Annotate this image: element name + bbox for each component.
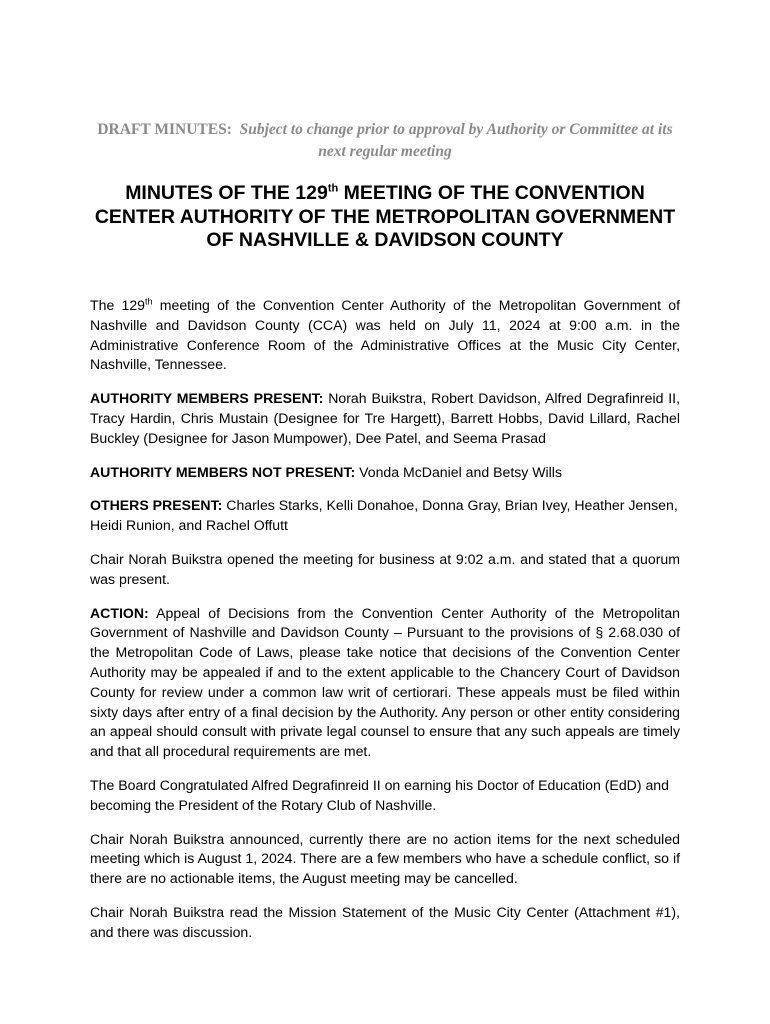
members-not-present-label: AUTHORITY MEMBERS NOT PRESENT: (90, 463, 356, 480)
intro-post: meeting of the Convention Center Authority of the Metropolitan Government of Nashville and Davidson County (CCA) was held on July 11, 2024 at 9:00 a.m. in the Administrative Conference Room of the Administrative Offices at the Music City Center, Nashville, Tennessee. (90, 297, 680, 373)
others-present-label: OTHERS PRESENT: (90, 497, 223, 514)
title-sup: th (327, 182, 339, 195)
document-title (90, 182, 680, 253)
opening-paragraph: Chair Norah Buikstra opened the meeting for business at 9:02 a.m. and stated that a quorum was present. (90, 550, 680, 587)
action-label: ACTION: (90, 604, 149, 621)
title-post: MEETING OF THE CONVENTION CENTER AUTHORITY OF THE METROPOLITAN GOVERNMENT OF NASHVILLE & DAVIDSON COUNTY (94, 182, 676, 251)
intro-paragraph (90, 296, 680, 375)
members-not-present-text: Vonda McDaniel and Betsy Wills (355, 463, 562, 480)
others-present-paragraph (90, 496, 680, 536)
minutes-body (90, 296, 680, 957)
announcement-paragraph: Chair Norah Buikstra announced, currently there are no action items for the next scheduled meeting which is August 1, 2024. There are a few members who have a schedule conflict, so if there are no actionable items, the August meeting may be cancelled. (90, 830, 680, 887)
draft-notice (90, 119, 680, 163)
action-text: Appeal of Decisions from the Convention Center Authority of the Metropolitan Government of Nashville and Davidson County – Pursuant to the provisions of § 2.68.030 of the Metropolitan Code of Laws, please take notice that decisions of the Convention Center Authority may be appealed if and to the extent applicable to the Chancery Court of Davidson County for review under a common law writ of certiorari. These appeals must be filed within sixty days after entry of a final decision by the Authority. Any person or other entity considering an appeal should consult with private legal counsel to ensure that any such appeals are timely and that all procedural requirements are met. (90, 604, 680, 760)
draft-text: Subject to change prior to approval by Authority or Committee at its next regular meeting (239, 121, 673, 160)
members-not-present-paragraph (90, 463, 680, 483)
intro-sup: th (145, 296, 153, 307)
mission-paragraph: Chair Norah Buikstra read the Mission Statement of the Music City Center (Attachment #1), and there was discussion. (90, 903, 680, 940)
others-present-text: Charles Starks, Kelli Donahoe, Donna Gray, Brian Ivey, Heather Jensen, Heidi Runion, and Rachel Offutt (90, 497, 678, 534)
draft-label: DRAFT MINUTES: (97, 121, 232, 138)
members-present-label: AUTHORITY MEMBERS PRESENT: (90, 390, 324, 407)
title-pre: MINUTES OF THE 129 (125, 182, 328, 204)
intro-pre: The 129 (90, 297, 146, 313)
members-present-text: Norah Buikstra, Robert Davidson, Alfred Degrafinreid II, Tracy Hardin, Chris Mustain (Designee for Tre Hargett), Barrett Hobbs, David Lillard, Rachel Buckley (Designee for Jason Mumpower), Dee Patel, and Seema Prasad (90, 390, 680, 446)
congratulations-paragraph: The Board Congratulated Alfred Degrafinreid II on earning his Doctor of Education (EdD) and becoming the President of the Rotary Club of Nashville. (90, 776, 669, 813)
members-present-paragraph (90, 389, 680, 448)
action-paragraph (90, 604, 680, 762)
